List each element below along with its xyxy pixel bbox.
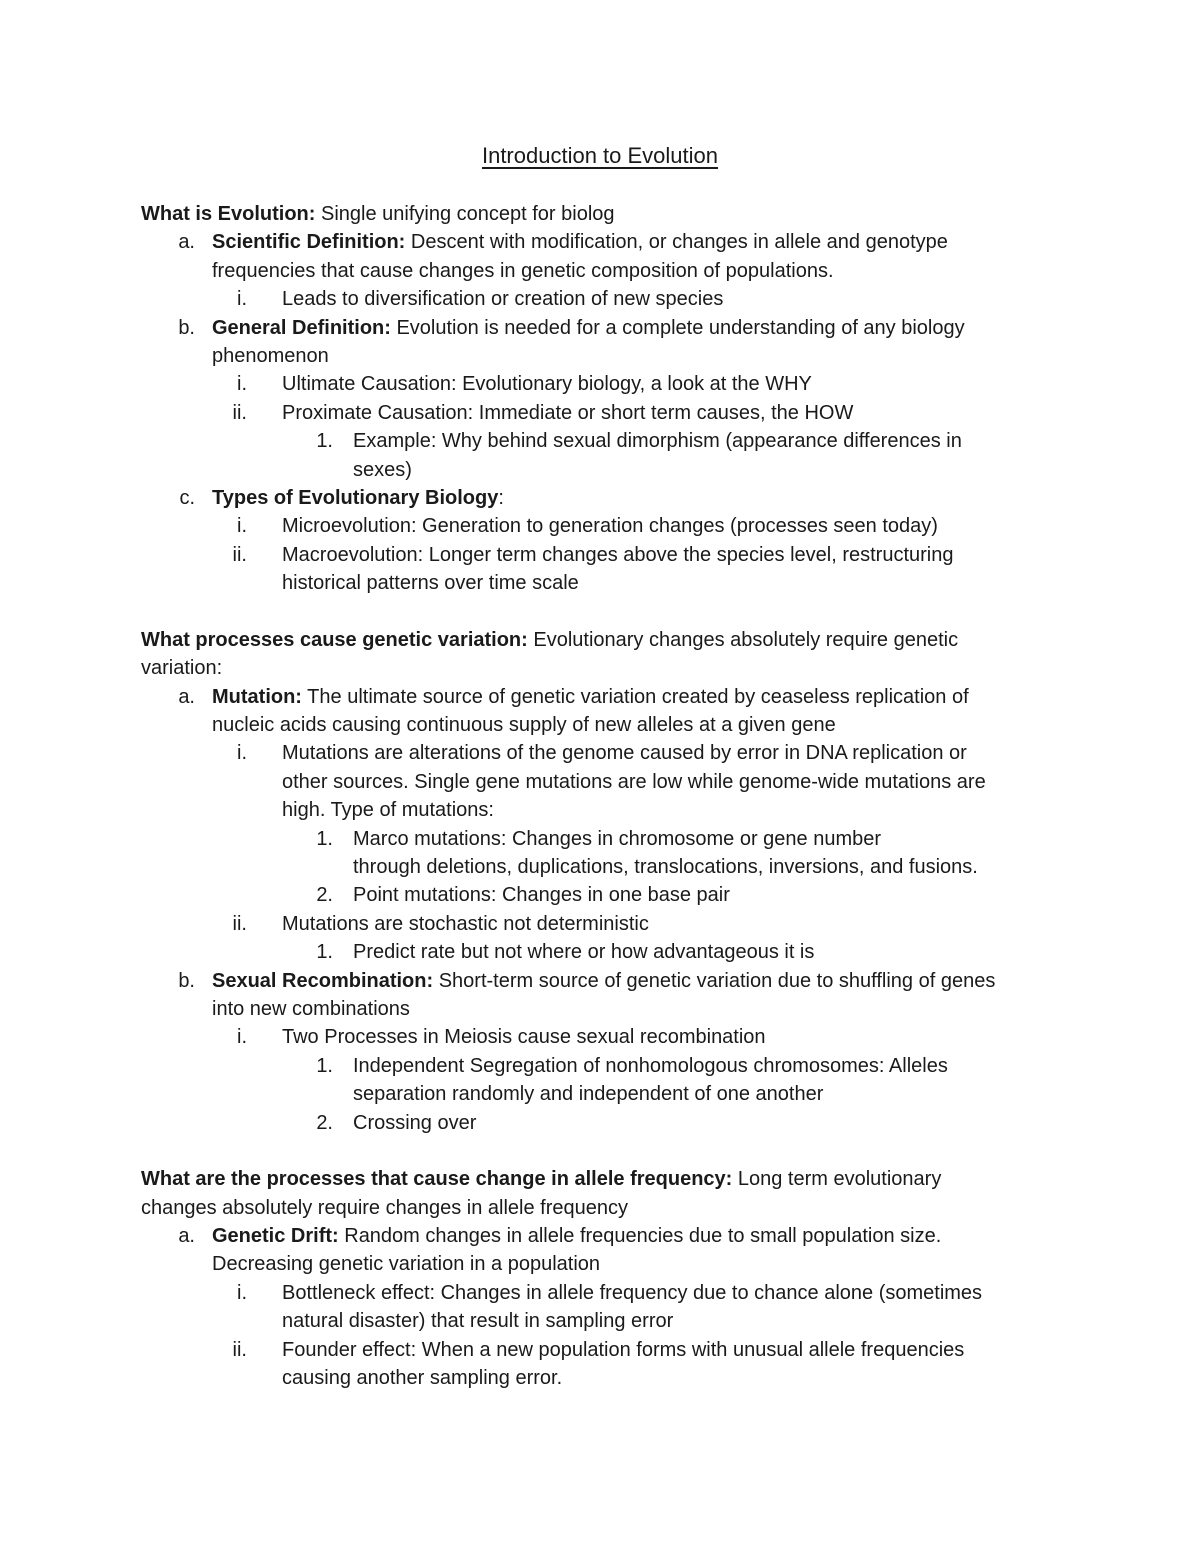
list-item (0, 285, 1200, 313)
section-heading-term: What is Evolution: (141, 203, 316, 225)
list-marker: ii. (232, 912, 247, 935)
line-text (353, 1052, 948, 1080)
line-text (282, 569, 579, 597)
continuation-text: causing another sampling error. (282, 1367, 563, 1390)
continuation-text: Decreasing genetic variation in a population (212, 1253, 601, 1276)
section-heading-text: Long term evolutionary (732, 1168, 942, 1191)
list-marker: i. (237, 742, 247, 765)
item-text: Macroevolution: Longer term changes above the species level, restructuring (282, 543, 954, 566)
item-text: The ultimate source of genetic variation created by ceaseless replication of (301, 685, 969, 708)
line-text (282, 1307, 673, 1335)
item-text: Random changes in allele frequencies due to small population size. (338, 1225, 942, 1248)
list-item (0, 825, 1200, 853)
list-marker: 2. (316, 884, 333, 907)
list-item-continuation (0, 1250, 1200, 1278)
item-text: Two Processes in Meiosis cause sexual recombination (282, 1026, 766, 1049)
item-text: Ultimate Causation: Evolutionary biology, a look at the WHY (282, 373, 812, 396)
line-text (212, 711, 836, 739)
line-text (282, 1336, 964, 1364)
section-heading-term: What are the processes that cause change in allele frequency: (141, 1168, 733, 1191)
section-heading-term: What processes cause genetic variation: (141, 628, 528, 651)
line-text (141, 1194, 628, 1222)
list-marker: ii. (232, 543, 247, 566)
list-marker: 1. (316, 941, 333, 964)
document-body (0, 200, 1200, 1392)
list-marker: a. (178, 685, 195, 708)
line-text (282, 1023, 766, 1051)
continuation-text: other sources. Single gene mutations are low while genome-wide mutations are (282, 770, 986, 793)
line-text (282, 1364, 562, 1392)
continuation-text: sexes) (353, 458, 412, 481)
line-text (353, 1109, 476, 1137)
item-term: Types of Evolutionary Biology (212, 486, 499, 509)
list-item-continuation (0, 768, 1200, 796)
continuation-text: changes absolutely require changes in allele frequency (141, 1196, 628, 1219)
list-item (0, 484, 1200, 512)
list-item (0, 739, 1200, 767)
line-text (282, 370, 812, 398)
line-text (141, 654, 222, 682)
list-item-continuation (0, 1364, 1200, 1392)
list-marker: i. (237, 515, 247, 538)
item-term: Genetic Drift: (212, 1225, 339, 1248)
line-text (212, 1250, 600, 1278)
list-item (0, 1222, 1200, 1250)
line-text (353, 1080, 823, 1108)
list-item-continuation (0, 1080, 1200, 1108)
list-item (0, 938, 1200, 966)
continuation-text: separation randomly and independent of one another (353, 1083, 824, 1106)
continuation-text: phenomenon (212, 344, 329, 367)
section-heading (0, 1165, 1200, 1193)
item-text: Crossing over (353, 1111, 477, 1134)
section-heading-text: Evolutionary changes absolutely require genetic (527, 628, 959, 651)
list-marker: b. (178, 316, 195, 339)
continuation-text: high. Type of mutations: (282, 799, 494, 822)
continuation-text: variation: (141, 657, 223, 680)
item-text: Independent Segregation of nonhomologous chromosomes: Alleles (353, 1054, 948, 1077)
list-marker: i. (237, 1026, 247, 1049)
continuation-text: frequencies that cause changes in genetic composition of populations. (212, 259, 834, 282)
list-marker: a. (178, 1225, 195, 1248)
item-term: General Definition: (212, 316, 391, 339)
list-item (0, 370, 1200, 398)
line-text (282, 1279, 982, 1307)
item-text: Proximate Causation: Immediate or short term causes, the HOW (282, 401, 854, 424)
line-text (353, 825, 881, 853)
list-item (0, 1023, 1200, 1051)
list-marker: 1. (316, 827, 333, 850)
list-item (0, 399, 1200, 427)
list-item-continuation (0, 995, 1200, 1023)
line-text (141, 626, 958, 654)
continuation-text: historical patterns over time scale (282, 572, 579, 595)
section-heading-continuation (0, 1194, 1200, 1222)
list-item (0, 910, 1200, 938)
line-text (212, 683, 969, 711)
list-item (0, 1279, 1200, 1307)
item-text: Short-term source of genetic variation due to shuffling of genes (433, 969, 996, 992)
list-item (0, 1109, 1200, 1137)
line-text (282, 541, 953, 569)
list-item-continuation (0, 342, 1200, 370)
list-item-continuation (0, 1307, 1200, 1335)
item-text: Marco mutations: Changes in chromosome or gene number (353, 827, 882, 850)
item-text: Mutations are stochastic not deterministic (282, 912, 649, 935)
line-text (282, 796, 494, 824)
list-item (0, 228, 1200, 256)
line-text (212, 484, 504, 512)
list-marker: i. (237, 373, 247, 396)
list-item (0, 314, 1200, 342)
section-heading-continuation (0, 654, 1200, 682)
line-text (353, 853, 978, 881)
item-text: Predict rate but not where or how advantageous it is (353, 941, 815, 964)
line-text (212, 228, 948, 256)
list-marker: c. (179, 486, 195, 509)
line-text (212, 995, 410, 1023)
line-text (353, 938, 814, 966)
list-marker: a. (178, 231, 195, 254)
list-item-continuation (0, 569, 1200, 597)
line-text (212, 1222, 941, 1250)
item-term: Mutation: (212, 685, 302, 708)
list-item (0, 881, 1200, 909)
section-heading (0, 200, 1200, 228)
item-text: Point mutations: Changes in one base pair (353, 884, 730, 907)
line-text (212, 314, 965, 342)
list-item-continuation (0, 853, 1200, 881)
list-marker: ii. (232, 1338, 247, 1361)
document-title: Introduction to Evolution (481, 143, 719, 168)
list-marker: b. (178, 969, 195, 992)
item-text: : (498, 486, 504, 509)
item-text: Founder effect: When a new population forms with unusual allele frequencies (282, 1338, 965, 1361)
continuation-text: natural disaster) that result in sampling error (282, 1310, 674, 1333)
line-text (282, 768, 986, 796)
item-text: Mutations are alterations of the genome caused by error in DNA replication or (282, 742, 967, 765)
line-text (282, 512, 938, 540)
list-marker: ii. (232, 401, 247, 424)
list-item-continuation (0, 257, 1200, 285)
list-item-continuation (0, 796, 1200, 824)
item-text: Leads to diversification or creation of new species (282, 288, 724, 311)
section-heading (0, 626, 1200, 654)
list-item-continuation (0, 456, 1200, 484)
list-item-continuation (0, 711, 1200, 739)
item-text: Descent with modification, or changes in allele and genotype (405, 231, 948, 254)
list-marker: 2. (316, 1111, 333, 1134)
list-marker: 1. (316, 1054, 333, 1077)
line-text (353, 427, 962, 455)
list-item (0, 1052, 1200, 1080)
continuation-text: through deletions, duplications, translocations, inversions, and fusions. (353, 855, 978, 878)
list-item (0, 1336, 1200, 1364)
continuation-text: into new combinations (212, 997, 410, 1020)
list-marker: i. (237, 1281, 247, 1304)
list-marker: 1. (316, 430, 333, 453)
list-item (0, 683, 1200, 711)
paragraph-spacer (0, 597, 1200, 625)
line-text (282, 399, 853, 427)
item-text: Microevolution: Generation to generation changes (processes seen today) (282, 515, 938, 538)
line-text (353, 881, 730, 909)
line-text (212, 967, 995, 995)
paragraph-spacer (0, 1137, 1200, 1165)
line-text (141, 1165, 941, 1193)
list-item (0, 967, 1200, 995)
line-text (282, 910, 649, 938)
line-text (282, 285, 723, 313)
item-term: Sexual Recombination: (212, 969, 434, 992)
line-text (212, 342, 329, 370)
list-item (0, 512, 1200, 540)
list-item (0, 541, 1200, 569)
list-marker: i. (237, 288, 247, 311)
section-heading-text: Single unifying concept for biolog (315, 203, 615, 225)
line-text (212, 257, 834, 285)
item-text: Bottleneck effect: Changes in allele frequency due to chance alone (sometimes (282, 1281, 983, 1304)
list-item (0, 427, 1200, 455)
line-text (141, 200, 615, 228)
item-text: Evolution is needed for a complete understanding of any biology (390, 316, 965, 339)
continuation-text: nucleic acids causing continuous supply of new alleles at a given gene (212, 714, 836, 737)
item-term: Scientific Definition: (212, 231, 406, 254)
line-text (282, 739, 967, 767)
line-text (353, 456, 412, 484)
item-text: Example: Why behind sexual dimorphism (appearance differences in (353, 430, 962, 453)
